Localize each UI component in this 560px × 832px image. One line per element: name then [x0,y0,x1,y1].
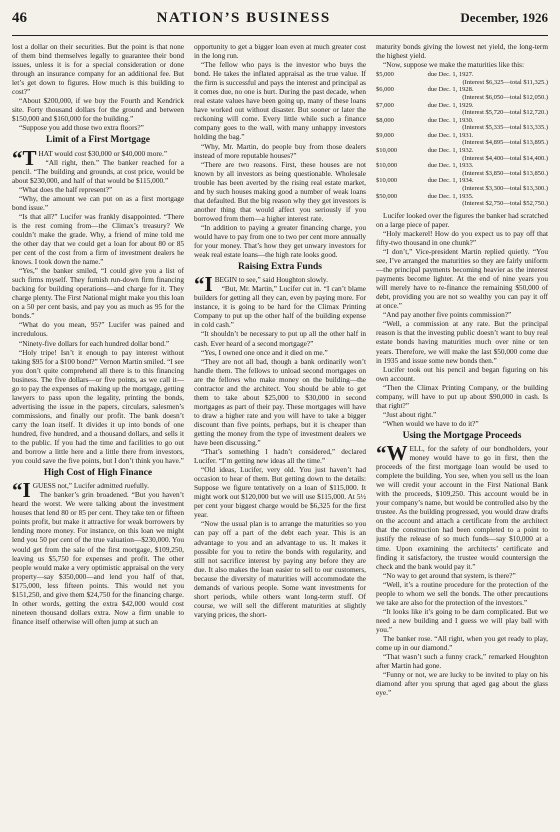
schedule-row [376,71,548,79]
paragraph: “Yes, I owned one once and it died on me.” [201,347,328,357]
column-2 [194,42,366,832]
paragraph: “I don’t,” Vice-president Martin replied quietly. “You see, I’ve arranged the maturities so they are fairly uniform—the principal payments becoming heavier as the interest payments become lighter. At the end of nine years you will merely have to re-finance the remaining $50,000 of debt, providing you are not so wealthy you can pay it off at once.” [376,247,548,311]
article-columns [12,42,548,832]
paragraph: “Yes,” the banker smiled, “I could give you a list of such firms myself. They furnish run-down firm financing backing for building operations—and charge for it. They charge plenty. The First National might make you this loan on a 50 per cent basis, and pay you as much as 95 for the bonds.” [12,266,184,321]
due-date: due Dec. 1, 1929. [427,101,474,109]
bond-amount: $9,000 [376,131,394,139]
section-heading: High Cost of High Finance [43,468,153,479]
schedule-interest-row [376,200,548,208]
paragraph: “About $200,000, if we buy the Fourth and Kendrick site. Forty thousand dollars for the ground and between $150,000 and $160,000 for the building.” [12,96,184,124]
bond-amount: $7,000 [376,101,394,109]
column-1 [12,42,184,832]
page-number: 46 [12,10,27,26]
schedule-row [376,86,548,94]
paragraph: “Funny or not, we are lucky to be invited to play on his diamond after you sprung that aged gag about the glass eye.” [376,670,548,698]
page-header [12,10,548,36]
schedule-row [376,147,548,155]
magazine-title: NATION’S BUSINESS [156,10,331,26]
paragraph: “Why, the amount we can put on as a first mortgage bond issue.” [12,193,184,212]
column-3 [376,42,548,832]
due-date: due Dec. 1, 1927. [427,71,474,79]
schedule-row [376,177,548,185]
interest-total: (Interest $3,850—total $13,850.) [462,169,548,177]
paragraph: The banker rose. “All right, when you get ready to play, come up in our diamond.” [376,633,548,653]
paragraph: “What does the half represent?” [19,184,113,194]
drop-cap-paragraph: “WELL, for the safety of our bondholders, your money would have to go in first, then the proceeds of the first mortgage loan would be used to complete the building. You see, when you sell us the loan we will credit your account in the First National Bank with the proceeds, $109,250. This account would be in your company’s name, but would be controlled also by the trustee. As the building progressed, you would draw drafts on the account and attach a certificate from the architect that the construction had been completed to a point to justify the release of so much funds—say $10,000 at a time. Upon examining the architects’ certificate and finding it satisfactory, the trustee would countersign the check and the bank would pay it.” [376,441,548,571]
paragraph: “There are two reasons. First, these houses are not known by all investors as being questionable. Wholesale trouble has been averted by the rising real estate market, and by such houses making good a number of weak loans that defaulted. But the big reason why they get investors is another thing that would affect you seriously if you borrowed from them—a higher interest rate. [194,159,366,223]
interest-total: (Interest $4,400—total $14,400.) [462,154,548,162]
bond-amount: $10,000 [376,147,398,155]
drop-cap-paragraph: “IGUESS not,” Lucifer admitted ruefully. [12,478,149,503]
paragraph: “Suppose you add those two extra floors?” [19,123,144,133]
paragraph: “That wasn’t such a funny crack,” remarked Houghton after Martin had gone. [376,652,548,671]
paragraph: “Why, Mr. Martin, do people buy from those dealers instead of more reputable houses?” [194,141,366,160]
schedule-interest-row [376,109,548,117]
paragraph: The banker’s grin broadened. “But you haven’t heard the worst. We were talking about the investment houses that lend 80 or 85 per cent. They take ten or fifteen points profit, but make it attractive for weak borrowers by lending more money. For instance, on this loan we might lend you 50 per cent of the true valuation—$230,000. You would get from the sale of the first mortgage, $109,250, leaving us $5,750 for expenses and profit. The other people would make a very optimistic appraisal on the very property—say $350,000—and lend you half of that, $175,000, less fifteen points. This would net you $151,250, and give them $24,750 for the financing charge. In other words, getting the extra $42,000 would cost nineteen thousand dollars extra. Now a firm unable to finance itself otherwise will often jump at such an [12,490,184,626]
interest-total: (Interest $3,300—total $13,300.) [462,185,548,193]
paragraph: lost a dollar on their securities. But the point is that none of them bind themselves legally to guarantee their bond issues, unless it is for a special consideration or done through an insurance company for an additional fee. But let’s get down to figures. How much is this building to cost?” [12,42,184,97]
column-3-intro [376,42,548,69]
schedule-row [376,117,548,125]
bond-amount: $8,000 [376,116,394,124]
paragraph: “All right, then.” The banker reached for a pencil. “The building and grounds, at cost price, would be about $230,000, and half of that would be $115,000.” [12,157,184,185]
due-date: due Dec. 1, 1934. [427,177,474,185]
schedule-row [376,132,548,140]
schedule-interest-row [376,170,548,178]
due-date: due Dec. 1, 1932. [427,147,474,155]
interest-total: (Interest $5,720—total $12,720.) [462,109,548,117]
due-date: due Dec. 1, 1935. [427,192,474,200]
schedule-interest-row [376,185,548,193]
schedule-row [376,193,548,201]
bond-amount: $50,000 [376,192,398,200]
paragraph: Lucifer looked over the figures the banker had scratched on a large piece of paper. [376,210,548,229]
schedule-interest-row [376,124,548,132]
column-3-body [376,211,548,697]
schedule-interest-row [376,94,548,102]
bond-amount: $6,000 [376,86,394,94]
due-date: due Dec. 1, 1928. [427,86,474,94]
paragraph: “Now the usual plan is to arrange the maturities so you can pay off a part of the debt each year. This is an advantage to you and an advantage to us. It makes it possible for you to retire the bonds with regularity, and still not sacrifice interest by paying any before they are due. It also makes the loan easier to sell to our customers, because the diversity of maturities will accommodate the demands of various people. Some want investments for short periods, while others want long-term stuff. Of course, we will sell the different maturities at slightly varying prices, the short- [194,519,366,619]
paragraph: “The fellow who pays is the investor who buys the bond. He takes the inflated appraisal as the true value. If the firm is successful and pays the interest and principal as it comes due, no one is hurt. During the past decade, when real estate values have been going up, many of these loans have worked out without disaster. But sooner or later the reckoning will come. Every little while such a finance company goes to the wall, with many unhappy investors holding the bag.” [194,60,366,142]
section-heading: Using the Mortgage Proceeds [402,430,522,441]
paragraph: Lucifer took out his pencil and began figuring on his own account. [376,364,548,383]
paragraph: “Holy tripe! Isn’t it enough to pay interest without taking $95 for a $100 bond?” Vernon Martin smiled. “I see you don’t quite comprehend all there is to this financing business. The five dollars—or five points, as we call it—go to pay the expenses of making up the mortgage, getting lawyers to pass upon the legality, printing the bonds, advertising the issue in the papers, circulars, salesmen’s commissions, and finally our profit. The bank doesn’t carry the loan itself. It divides it up into bonds of one hundred, five hundred, and a thousand dollars, and sells it to the public. If you had the time and facilities to go out and borrow a little here and a little there from investors, you could save the five points, but I don’t think you have.” [12,347,184,466]
schedule-interest-row [376,155,548,163]
paragraph: “What do you mean, 95?” Lucifer was pained and incredulous. [12,320,184,339]
paragraph: “It shouldn’t be necessary to put up all the other half in cash. Ever heard of a second mortgage?” [194,329,366,348]
due-date: due Dec. 1, 1931. [427,131,474,139]
bond-amount: $5,000 [376,71,394,79]
issue-date: December, 1926 [460,10,548,25]
paragraph: “Then the Climax Printing Company, or the building company, will have to put up about $90,000 in cash. Is that right?” [376,382,548,410]
due-date: due Dec. 1, 1930. [427,116,474,124]
bond-amount: $10,000 [376,162,398,170]
paragraph: “Holy mackerel! How do you expect us to pay off that fifty-two thousand in one chunk?” [376,228,548,247]
section-heading: Limit of a First Mortgage [46,135,150,146]
maturity-schedule [376,71,548,208]
schedule-row [376,102,548,110]
drop-cap-paragraph: “THAT would cost $30,000 or $40,000 more.” [12,145,168,170]
bond-amount: $10,000 [376,177,398,185]
paragraph: “They are not all bad, though a bank ordinarily won’t handle them. The fellows to unload second mortgages on are the fellows who make money on the building—the contractor and the architect. You should be able to get them to take about $25,000 to $30,000 in second mortgages as part of their pay. These mortgages will have to draw a higher rate and you will have to take a bigger discount than five points, perhaps, but it is cheaper than getting the money from the type of investment dealers we have been discussing.” [194,356,366,448]
interest-total: (Interest $6,050—total $12,050.) [462,93,548,101]
interest-total: (Interest $2,750—total $52,750.) [462,200,548,208]
paragraph: “No way to get around that system, is there?” [383,570,516,580]
paragraph: opportunity to get a bigger loan even at much greater cost in the long run. [194,42,366,61]
paragraph: “When would we have to do it?” [383,418,479,428]
paragraph: “Old ideas, Lucifer, very old. You just haven’t had occasion to hear of them. But getting down to the details: Suppose we figure tentatively on a loan of $115,000. It might work out $120,000 but we will use $115,000. At 5½ per cent your biggest charge would be $6,325 for the first year. [194,465,366,520]
schedule-interest-row [376,79,548,87]
paragraph: maturity bonds giving the lowest net yield, the long-term the highest yield. [376,42,548,61]
paragraph: “And pay another five points commission?” [383,310,512,320]
schedule-row [376,162,548,170]
schedule-interest-row [376,139,548,147]
drop-cap-paragraph: “IBEGIN to see,” said Houghton slowly. [194,272,328,297]
paragraph: “Is that all?” Lucifer was frankly disappointed. “There is the rest coming from—the Climax’s treasury? We couldn’t make the grade. Why, a friend of mine told me the other day that we could get a loan for about 80 or 85 per cent of the cost from a firm of investment dealers he knows. I took down the name.” [12,211,184,267]
paragraph: “But, Mr. Martin,” Lucifer cut in. “I can’t blame builders for getting all they can, even by paying more. For instance, it is going to be hard for the Climax Printing Company to put up the other half of the building expense in cold cash.” [194,284,366,330]
paragraph: “It looks like it’s going to be darn complicated. But we need a new building and I guess we will play ball with you.” [376,606,548,634]
paragraph: “Now, suppose we make the maturities like this: [383,60,524,70]
paragraph: “Well, it’s a routine procedure for the protection of the people to whom we sell the bonds. The other precautions we take are also for the protection of the investors.” [376,579,548,607]
section-heading: Raising Extra Funds [238,262,322,273]
paragraph: “Just about right.” [383,409,437,419]
paragraph: “In addition to paying a greater financing charge, you would have to pay from one to two per cent more annually for your money. That’s how they get unwary investors for weak real estate loans—the high rate looks good. [194,222,366,260]
due-date: due Dec. 1, 1933. [427,162,474,170]
interest-total: (Interest $6,325—total $11,325.) [462,78,548,86]
paragraph: “That’s something I hadn’t considered,” declared Lucifer. “I’m getting new ideas all the time.” [194,447,366,466]
paragraph: “Ninety-five dollars for each hundred dollar bond.” [19,338,170,348]
interest-total: (Interest $4,895—total $13,895.) [462,139,548,147]
paragraph: “Well, a commission at any rate. But the principal reason is that the investing public doesn’t want to buy real estate bonds having maturities much over nine or ten years. Therefore, we will make the last $50,000 come due in 1935 and issue some new bonds then.” [376,319,548,365]
interest-total: (Interest $5,335—total $13,335.) [462,124,548,132]
